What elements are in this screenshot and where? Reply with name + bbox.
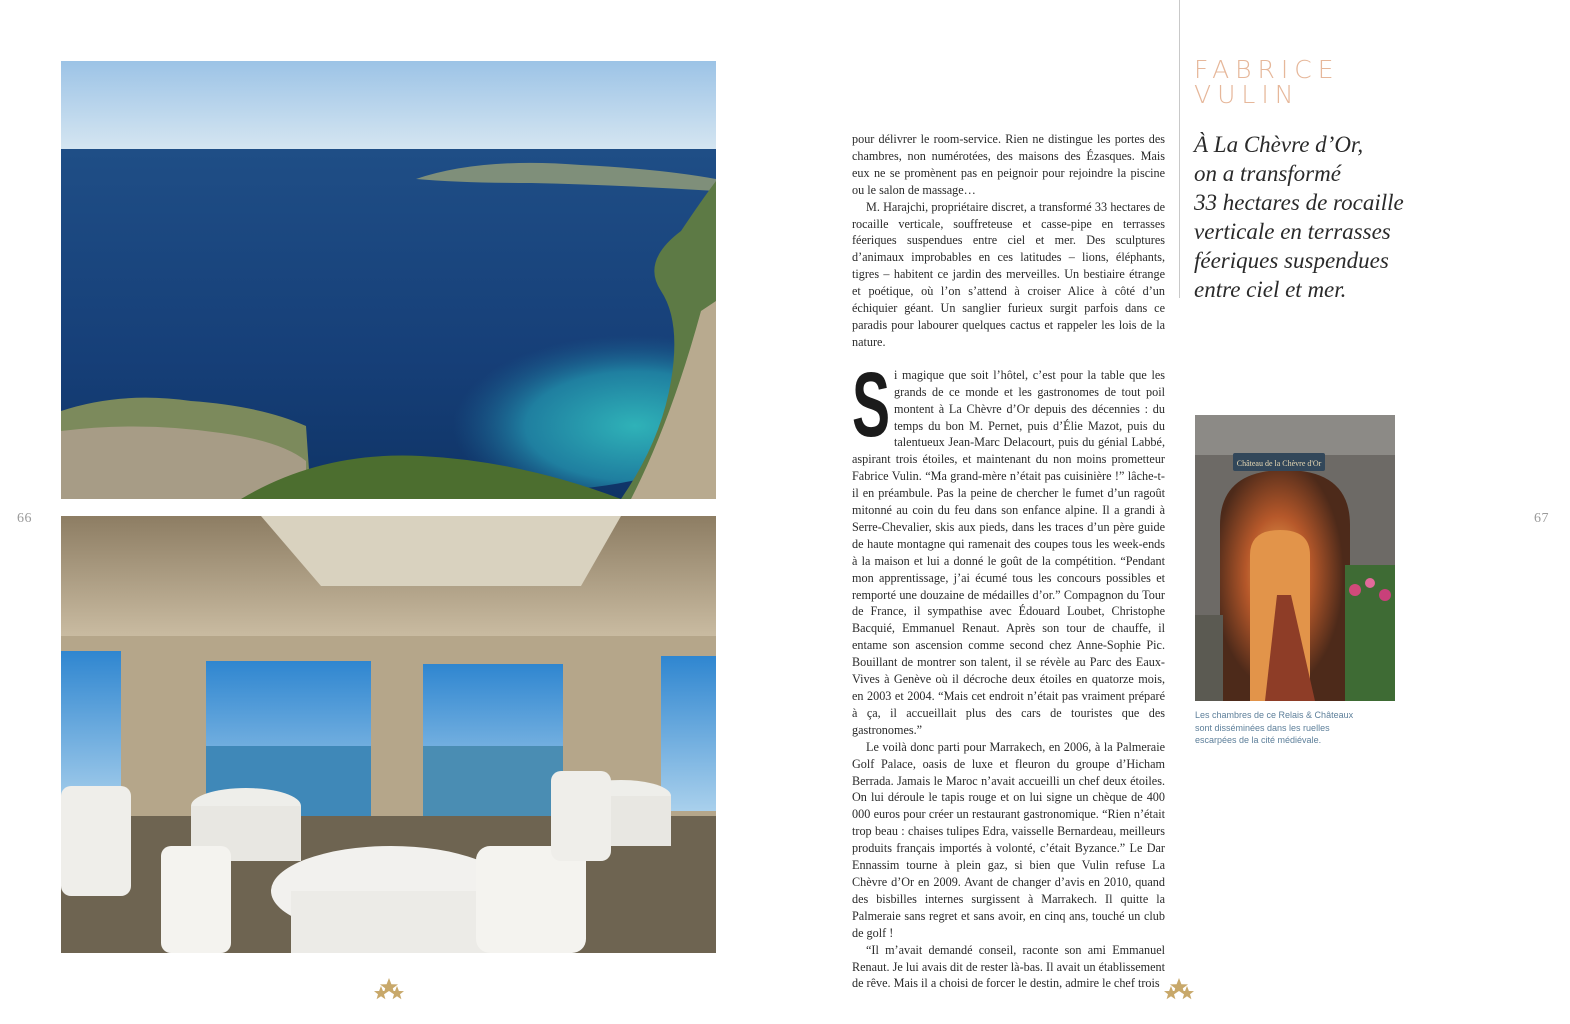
page-number-right: 67 [1534, 511, 1549, 526]
star-ornament-icon [1163, 977, 1195, 1001]
coast-photo [61, 61, 716, 499]
article-paragraph-dropcap [852, 353, 1165, 739]
sidebar-divider [1179, 0, 1180, 298]
photo-caption [1195, 709, 1395, 747]
article-paragraph: pour délivrer le room-service. Rien ne distingue les portes des chambres, non numérotées, des maisons des Ézasques. Mais eux ne se promènent pas en peignoir pour rejoindre la piscine ou le salon de massage… [852, 132, 1165, 197]
alley-photo [1195, 415, 1395, 701]
chef-name-heading [1194, 57, 1414, 107]
caption-line: escarpées de la cité médiévale. [1195, 735, 1322, 745]
pull-quote-line: 33 hectares de rocaille [1194, 190, 1404, 215]
dining-room-photo [61, 516, 716, 953]
caption-line: Les chambres de ce Relais & Châteaux [1195, 710, 1354, 720]
article-paragraph: Le voilà donc parti pour Marrakech, en 2006, à la Palmeraie Golf Palace, oasis de luxe et fleuron du groupe d’Hicham Berrada. Jamais le Maroc n’avait accueilli un chef deux étoiles. On lui déroule le tapis rouge et on lui signe un chèque de 400 000 euros pour créer un restaurant gastronomique. “Rien n’était trop beau : chaises tulipes Edra, vaisselle Bernardeau, meilleurs produits français importés à volonté, c’était Byzance.” Le Dar Ennassim tourne à plein gaz, si bien que Vulin refuse La Chèvre d’Or en 2009. Avant de changer d’avis en 2010, quand des bisbilles internes surgissent à Marrakech. Il quitte la Palmeraie sans regret et sans avoir, en cinq ans, touché un club de golf ! [852, 739, 1165, 940]
article-paragraph: M. Harajchi, propriétaire discret, a transformé 33 hectares de rocaille verticale, souffreteuse et casse-pipe en terrasses féeriques suspendues entre ciel et mer. Des sculptures d’animaux improbables en ces latitudes – lions, éléphants, tigres – habitent ce jardin des merveilles. Un bestiaire étrange et poétique, où l’on s’attend à croiser Alice à côté d’un échiquier géant. Un sanglier furieux surgit parfois dans ce paradis pour labourer quelques cactus et rappeler les lois de la nature. [852, 199, 1165, 349]
article-paragraph: “Il m’avait demandé conseil, raconte son ami Emmanuel Renaut. Je lui avais dit de rester là-bas. Il avait un établissement de rêve. Mais il a choisi de forcer le destin, admire le chef trois [852, 942, 1165, 991]
star-ornament-icon [373, 977, 405, 1001]
pull-quote-line: verticale en terrasses [1194, 219, 1391, 244]
chef-last-name: VULIN [1194, 80, 1300, 109]
pull-quote-line: féeriques suspendues [1194, 248, 1389, 273]
drop-cap: S [852, 353, 891, 456]
alley-sign-text: Château de la Chèvre d'Or [1236, 459, 1322, 468]
article-body [852, 131, 1165, 992]
chef-first-name: FABRICE [1194, 55, 1340, 84]
page-number-left: 66 [17, 511, 32, 526]
article-paragraph-text: i magique que soit l’hôtel, c’est pour la table que les grands de ce monde et les gastronomes de tout poil montent à La Chèvre d’Or depuis des décennies : du temps du bon M. Pernet, puis d’Élie Mazot, puis du talentueux Jean-Marc Delacourt, puis du génial Labbé, aspirant trois étoiles, et maintenant du non moins prometteur Fabrice Vulin. “Ma grand-mère n’était pas cuisinière !” lâche-t-il en préambule. Pas la peine de chercher le fumet d’un ragoût mitonné au coin du feu dans son enfance alpine. Il a grandi à Serre-Chevalier, skis aux pieds, dans les traces d’un père guide de haute montagne qui ramenait des coupes tous les week-ends à la maison et lui a donné le goût de la compétition. “Pendant mon apprentissage, j’ai écumé tous les concours possibles et remporté une douzaine de médailles d’or.” Compagnon du Tour de France, il sympathise avec Édouard Loubet, Christophe Bacquié, Emmanuel Renaut. Après son tour de chauffe, il entame son ascension comme second chez Anne-Sophie Pic. Bouillant de montrer son talent, il se révèle au Parc des Eaux-Vives à Genève où il décroche deux étoiles en quatorze mois, en 2003 et 2004. “Mais cet endroit n’était pas vraiment préparé à ça, il accueillait plus des cars de touristes que des gastronomes.” [852, 367, 1165, 737]
pull-quote-line: entre ciel et mer. [1194, 277, 1347, 302]
pull-quote-line: on a transformé [1194, 161, 1341, 186]
pull-quote-line: À La Chèvre d’Or, [1194, 132, 1364, 157]
caption-line: sont disséminées dans les ruelles [1195, 722, 1330, 733]
pull-quote [1194, 130, 1424, 304]
